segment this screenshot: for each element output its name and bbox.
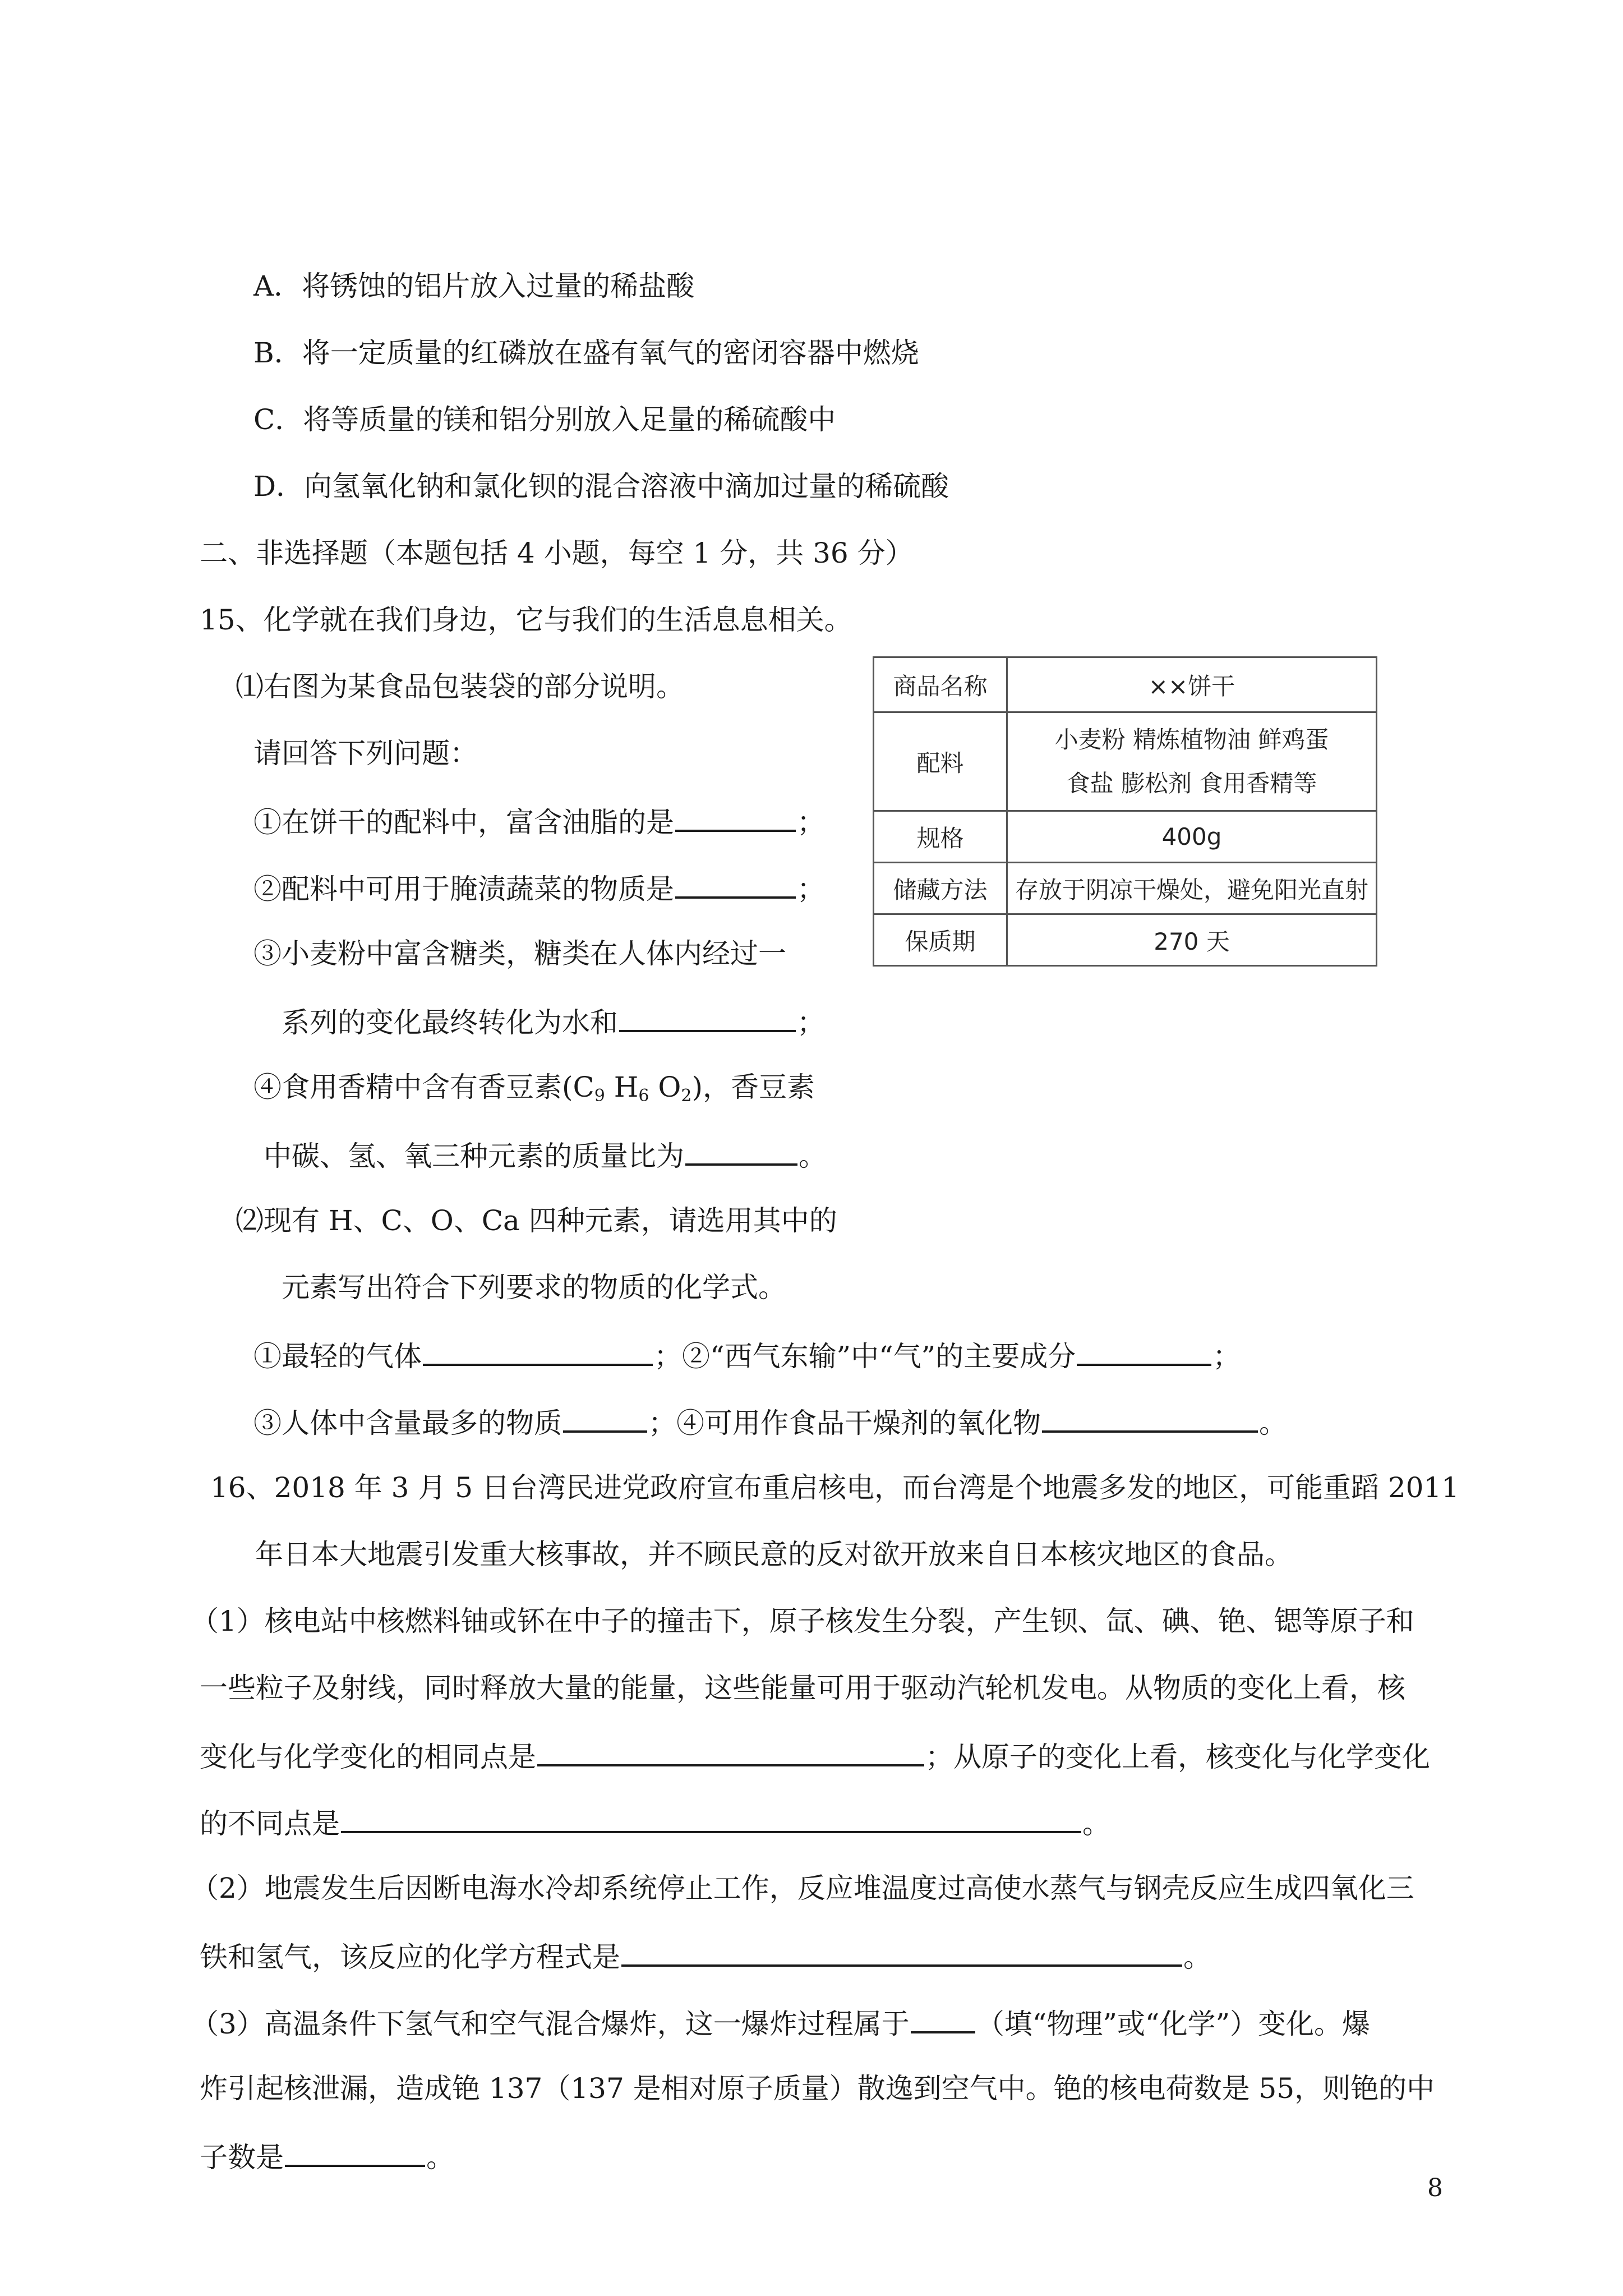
answer-blank[interactable] — [1077, 1335, 1211, 1366]
q16-s2b-text: 铁和氢气，该反应的化学方程式是 — [200, 1941, 620, 1973]
period: 。 — [799, 1140, 827, 1172]
semicolon: ； — [797, 1006, 825, 1039]
option-d: D．向氢氧化钠和氯化钡的混合溶液中滴加过量的稀硫酸 — [253, 470, 949, 503]
answer-blank[interactable] — [285, 2136, 425, 2167]
label-value: 270 天 — [1007, 914, 1377, 966]
label-value: 400g — [1007, 811, 1377, 863]
answer-blank[interactable] — [675, 800, 796, 832]
q16-s2b — [200, 1935, 1211, 1977]
q15-row1 — [253, 1335, 1241, 1376]
label-value: ××饼干 — [1007, 657, 1377, 712]
label-value: 存放于阴凉干燥处，避免阳光直射 — [1007, 863, 1377, 914]
q16-s1c-tail: ；从原子的变化上看，核变化与化学变化 — [925, 1741, 1430, 1773]
q15-item4a — [253, 1068, 815, 1116]
label-key: 储藏方法 — [874, 863, 1007, 914]
label-key: 保质期 — [874, 914, 1007, 966]
q15-r1b-text: ；②“西气东输”中“气”的主要成分 — [654, 1340, 1076, 1373]
q16-s3a-text: （3）高温条件下氢气和空气混合爆炸，这一爆炸过程属于 — [191, 2008, 910, 2040]
answer-blank[interactable] — [341, 1802, 1081, 1833]
label-value-line: 食盐 膨松剂 食用香精等 — [1066, 769, 1317, 797]
q16-line2: 年日本大地震引发重大核事故，并不顾民意的反对欲开放来自日本核灾地区的食品。 — [255, 1538, 1293, 1571]
label-key: 配料 — [874, 712, 1007, 811]
label-value — [1007, 712, 1377, 811]
q15-item1 — [253, 800, 825, 842]
subscript: 9 — [594, 1086, 605, 1106]
label-row — [874, 914, 1377, 966]
answer-blank[interactable] — [1042, 1401, 1258, 1433]
q15-r1a-text: ①最轻的气体 — [253, 1340, 422, 1373]
subscript: 6 — [638, 1086, 649, 1106]
label-row — [874, 712, 1377, 811]
section-heading: 二、非选择题（本题包括 4 小题，每空 1 分，共 36 分） — [200, 537, 914, 569]
formula-h: H — [605, 1071, 639, 1103]
q16-s3c-text: 子数是 — [200, 2141, 284, 2174]
label-key: 商品名称 — [874, 657, 1007, 712]
period: 。 — [426, 2141, 454, 2174]
label-row — [874, 811, 1377, 863]
q15-item1-text: ①在饼干的配料中，富含油脂的是 — [253, 806, 674, 839]
q16-s1a: （1）核电站中核燃料铀或钚在中子的撞击下，原子核发生分裂，产生钡、氙、碘、铯、锶等原子和 — [191, 1605, 1414, 1637]
q15-part1-intro: ⑴右图为某食品包装袋的部分说明。 — [236, 670, 684, 703]
q16-s1c — [200, 1735, 1430, 1777]
q16-s3a — [191, 2002, 1370, 2044]
q15-r2b-text: ；④可用作食品干燥剂的氧化物 — [648, 1407, 1041, 1439]
q15-r2a-text: ③人体中含量最多的物质 — [253, 1407, 562, 1439]
q15-item4b-text: 中碳、氢、氧三种元素的质量比为 — [264, 1140, 684, 1172]
answer-blank[interactable] — [619, 1001, 796, 1032]
label-row — [874, 657, 1377, 712]
option-c: C．将等质量的镁和铝分别放入足量的稀硫酸中 — [253, 403, 836, 436]
period: 。 — [1082, 1807, 1110, 1840]
answer-blank[interactable] — [423, 1335, 653, 1366]
q15-part2a: ⑵现有 H、C、O、Ca 四种元素，请选用其中的 — [236, 1204, 837, 1237]
subscript: 2 — [681, 1086, 692, 1106]
q15-row2 — [253, 1401, 1287, 1443]
label-value-line: 小麦粉 精炼植物油 鲜鸡蛋 — [1054, 725, 1329, 753]
q16-s1d — [200, 1802, 1110, 1843]
semicolon: ； — [797, 806, 825, 839]
q16-s3c — [200, 2136, 454, 2177]
q15-item4b — [264, 1134, 827, 1176]
q16-s1c-text: 变化与化学变化的相同点是 — [200, 1741, 536, 1773]
q15-item3a: ③小麦粉中富含糖类，糖类在人体内经过一 — [253, 937, 786, 970]
q16-s2a: （2）地震发生后因断电海水冷却系统停止工作，反应堆温度过高使水蒸气与钢壳反应生成四氧化三 — [191, 1872, 1414, 1904]
answer-blank[interactable] — [675, 867, 796, 899]
label-row — [874, 863, 1377, 914]
semicolon: ； — [797, 873, 825, 905]
q15-item2-text: ②配料中可用于腌渍蔬菜的物质是 — [253, 873, 674, 905]
q15-item2 — [253, 867, 825, 909]
period: 。 — [1259, 1407, 1287, 1439]
q15-item3b-text: 系列的变化最终转化为水和 — [282, 1006, 618, 1039]
label-key: 规格 — [874, 811, 1007, 863]
q16-s1b: 一些粒子及射线，同时释放大量的能量，这些能量可用于驱动汽轮机发电。从物质的变化上看，核 — [200, 1672, 1405, 1704]
answer-blank[interactable] — [537, 1735, 924, 1766]
q15-part2b: 元素写出符合下列要求的物质的化学式。 — [282, 1271, 786, 1304]
q15-item4a-tail: )，香豆素 — [691, 1071, 815, 1103]
q16-line1: 16、2018 年 3 月 5 日台湾民进党政府宣布重启核电，而台湾是个地震多发的地区，可能重蹈 2011 — [210, 1471, 1460, 1504]
q16-s1d-text: 的不同点是 — [200, 1807, 340, 1840]
option-a: A．将锈蚀的铝片放入过量的稀盐酸 — [253, 270, 695, 302]
semicolon: ； — [1212, 1340, 1241, 1373]
answer-blank[interactable] — [685, 1134, 797, 1166]
formula-o: O — [649, 1071, 681, 1103]
q16-s3b: 炸引起核泄漏，造成铯 137（137 是相对原子质量）散逸到空气中。铯的核电荷数是 55，则铯的中 — [200, 2072, 1435, 2105]
option-b: B．将一定质量的红磷放在盛有氧气的密闭容器中燃烧 — [253, 337, 919, 369]
q16-s3a-tail: （填“物理”或“化学”）变化。爆 — [976, 2008, 1371, 2040]
q15-item4a-text: ④食用香精中含有香豆素(C — [253, 1071, 594, 1103]
answer-blank[interactable] — [911, 2002, 975, 2033]
answer-blank[interactable] — [621, 1935, 1182, 1967]
food-label-table — [873, 656, 1377, 967]
period: 。 — [1183, 1941, 1211, 1973]
page-number: 8 — [1427, 2174, 1443, 2202]
q15-part1-ask: 请回答下列问题： — [253, 737, 478, 770]
q15-stem: 15、化学就在我们身边，它与我们的生活息息相关。 — [200, 604, 852, 636]
answer-blank[interactable] — [563, 1401, 647, 1433]
q15-item3b — [282, 1001, 825, 1042]
